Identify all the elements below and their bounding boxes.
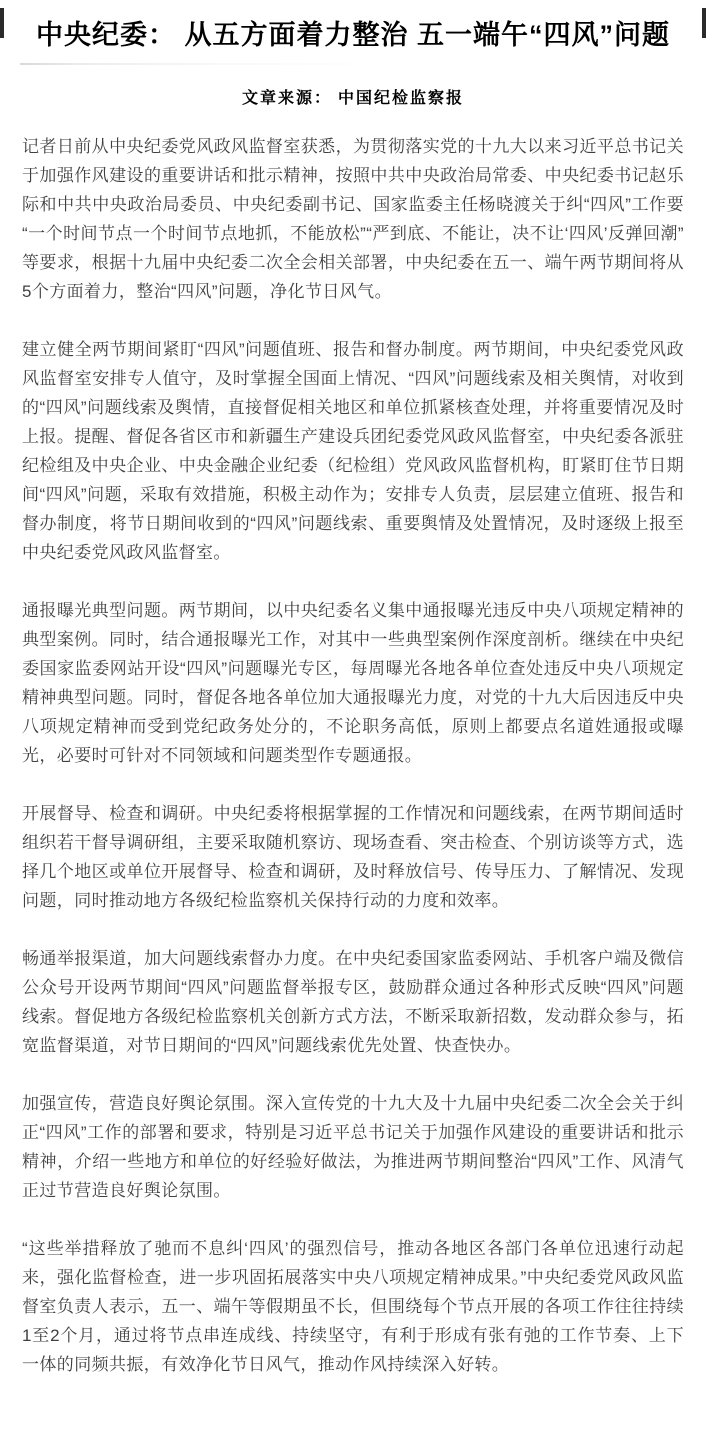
article-paragraph: 畅通举报渠道，加大问题线索督办力度。在中央纪委国家监委网站、手机客户端及微信公众号开设两节期间“四风”问题监督举报专区，鼓励群众通过各种形式反映“四风”问题线索。督促地方各级纪检监察机关创新方式方法，不断采取新招数，发动群众参与，拓宽监督渠道，对节日期间的“四风”问题线索优先处置、快查快办。 [22,949,684,1056]
article-paragraph: “这些举措释放了驰而不息纠‘四风’的强烈信号，推动各地区各部门各单位迅速行动起来，强化监督检查，进一步巩固拓展落实中央八项规定精神成果。”中央纪委党风政风监督室负责人表示，五一、端午等假期虽不长，但围绕每个节点开展的各项工作往往持续1至2个月，通过将节点串连成线、持续坚守，有利于形成有张有弛的工作节奏、上下一体的同频共振，有效净化节日风气，推动作风持续深入好转。 [22,1239,684,1375]
article-paragraph: 记者日前从中央纪委党风政风监督室获悉，为贯彻落实党的十九大以来习近平总书记关于加强作风建设的重要讲话和批示精神，按照中共中央政治局常委、中央纪委书记赵乐际和中共中央政治局委员、中央纪委副书记、国家监委主任杨晓渡关于纠“四风”工作要“一个时间节点一个时间节点地抓，不能放松”“严到底、不能让，决不让‘四风’反弹回潮”等要求，根据十九届中央纪委二次全会相关部署，中央纪委在五一、端午两节期间将从5个方面着力，整治“四风”问题，净化节日风气。 [22,137,684,302]
article-body [0,132,706,1379]
article-source: 文章来源： 中国纪检监察报 [241,90,464,108]
window-edge-artifact-left [0,8,4,38]
page-title: 中央纪委： 从五方面着力整治 五一端午“四风”问题 [35,20,670,50]
article-paragraph: 建立健全两节期间紧盯“四风”问题值班、报告和督办制度。两节期间，中央纪委党风政风监督室安排专人值守，及时掌握全国面上情况、“四风”问题线索及相关舆情，对收到的“四风”问题线索及舆情，直接督促相关地区和单位抓紧核查处理，并将重要情况及时上报。提醒、督促各省区市和新疆生产建设兵团纪委党风政风监督室，中央纪委各派驻纪检组及中央企业、中央金融企业纪委（纪检组）党风政风监督机构，盯紧盯住节日期间“四风”问题，采取有效措施，积极主动作为；安排专人负责，层层建立值班、报告和督办制度，将节日期间收到的“四风”问题线索、重要舆情及处置情况，及时逐级上报至中央纪委党风政风监督室。 [22,340,684,563]
article-paragraph: 加强宣传，营造良好舆论氛围。深入宣传党的十九大及十九届中央纪委二次全会关于纠正“四风”工作的部署和要求，特别是习近平总书记关于加强作风建设的重要讲话和批示精神，介绍一些地方和单位的好经验好做法，为推进两节期间整治“四风”工作、风清气正过节营造良好舆论氛围。 [22,1094,684,1201]
title-divider [20,63,686,65]
window-edge-artifact-right [702,8,706,38]
article-paragraph: 开展督导、检查和调研。中央纪委将根据掌握的工作情况和问题线索，在两节期间适时组织若干督导调研组，主要采取随机察访、现场查看、突击检查、个别访谈等方式，选择几个地区或单位开展督导、检查和调研，及时释放信号、传导压力、了解情况、发现问题，同时推动地方各级纪检监察机关保持行动的力度和效率。 [22,804,684,911]
article-paragraph: 通报曝光典型问题。两节期间，以中央纪委名义集中通报曝光违反中央八项规定精神的典型案例。同时，结合通报曝光工作，对其中一些典型案例作深度剖析。继续在中央纪委国家监委网站开设“四风”问题曝光专区，每周曝光各地各单位查处违反中央八项规定精神典型问题。同时，督促各地各单位加大通报曝光力度，对党的十九大后因违反中央八项规定精神而受到党纪政务处分的，不论职务高低，原则上都要点名道姓通报或曝光，必要时可针对不同领域和问题类型作专题通报。 [22,601,684,766]
